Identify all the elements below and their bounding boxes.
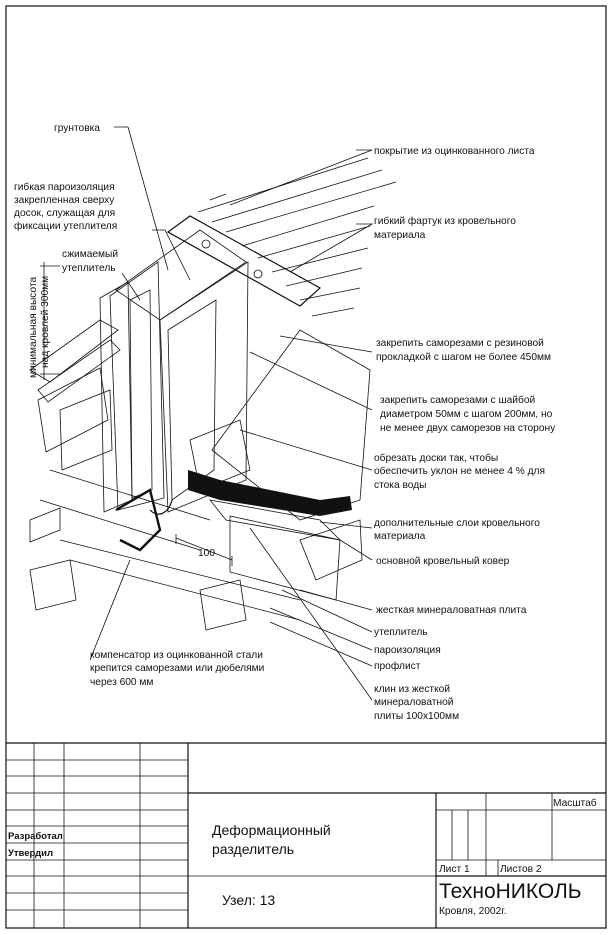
label-galvanized-cover: покрытие из оцинкованного листа	[374, 146, 535, 157]
label-screws-washer-3: не менее двух саморезов на сторону	[380, 423, 556, 434]
leader-lines	[90, 127, 372, 700]
label-compressible-1: сжимаемый	[62, 249, 119, 260]
compressible-insulation	[130, 290, 152, 498]
label-flex-vapor-3: досок, служащая для	[14, 208, 116, 219]
left-wedge	[60, 390, 112, 470]
tb-title-2: разделитель	[212, 841, 295, 857]
label-boards-1: обрезать доски так, чтобы	[374, 453, 499, 464]
label-primer: грунтовка	[54, 123, 100, 134]
right-upstand-insulation	[160, 262, 248, 512]
right-upstand-board	[168, 300, 216, 500]
rigid-wool-board	[230, 516, 340, 600]
right-end-board	[300, 520, 362, 580]
main-roof-carpet	[188, 470, 352, 516]
dimension-100	[176, 534, 232, 566]
label-vapor-barrier: пароизоляция	[374, 645, 441, 656]
label-compensator-1: компенсатор из оцинкованной стали	[90, 650, 263, 661]
label-wedge-1: клин из жесткой	[374, 684, 451, 695]
label-flex-vapor-4: фиксации утеплителя	[14, 221, 118, 232]
label-rigid-wool: жесткая минераловатная плита	[376, 605, 527, 616]
tb-scale: Масштаб	[553, 798, 597, 809]
label-screws-rubber-2: прокладкой с шагом не более 450мм	[376, 352, 551, 363]
label-apron-2: материала	[374, 230, 426, 241]
screw-icon	[254, 270, 262, 278]
label-screws-washer-2: диаметром 50мм с шагом 200мм, но	[380, 409, 553, 420]
tb-approved: Утвердил	[8, 848, 54, 859]
label-wedge-3: плиты 100х100мм	[374, 711, 460, 722]
tb-node: Узел: 13	[222, 892, 276, 908]
tb-subtitle: Кровля, 2002г.	[439, 906, 507, 917]
left-board	[38, 368, 108, 452]
label-wedge-2: минераловатной	[374, 697, 454, 708]
label-flex-vapor-2: закрепленная сверху	[14, 195, 115, 206]
label-main-carpet: основной кровельный ковер	[376, 556, 510, 567]
dimension-100-label: 100	[198, 548, 215, 559]
label-screws-washer-1: закрепить саморезами с шайбой	[380, 395, 536, 406]
label-screws-rubber-1: закрепить саморезами с резиновой	[376, 338, 544, 349]
label-compensator-3: через 600 мм	[90, 677, 154, 688]
tb-brand: ТехноНИКОЛЬ	[439, 880, 582, 903]
compensator-line	[116, 490, 160, 550]
label-compressible-2: утеплитель	[62, 263, 116, 274]
screw-icon	[202, 240, 210, 248]
label-insulation: утеплитель	[374, 627, 428, 638]
label-compensator-2: крепится саморезами или дюбелями	[90, 663, 265, 674]
label-flex-vapor-1: гибкая пароизоляция	[14, 182, 115, 193]
tb-title-1: Деформационный	[212, 822, 331, 838]
tb-sheets: Листов 2	[500, 864, 542, 875]
label-min-height-1: минимальная высота	[28, 276, 39, 378]
label-extra-layers-1: дополнительные слои кровельного	[374, 518, 540, 529]
label-boards-3: стока воды	[374, 480, 427, 491]
label-apron-1: гибкий фартук из кровельного	[374, 216, 516, 227]
left-upstand-insulation	[110, 262, 164, 510]
label-profiled-sheet: профлист	[374, 661, 421, 672]
label-boards-2: обеспечить уклон не менее 4 % для	[374, 466, 546, 477]
tb-developed: Разработал	[8, 831, 63, 842]
tb-sheet: Лист 1	[439, 864, 470, 875]
label-extra-layers-2: материала	[374, 531, 426, 542]
label-min-height-2: над кровлей 300мм	[40, 275, 51, 368]
